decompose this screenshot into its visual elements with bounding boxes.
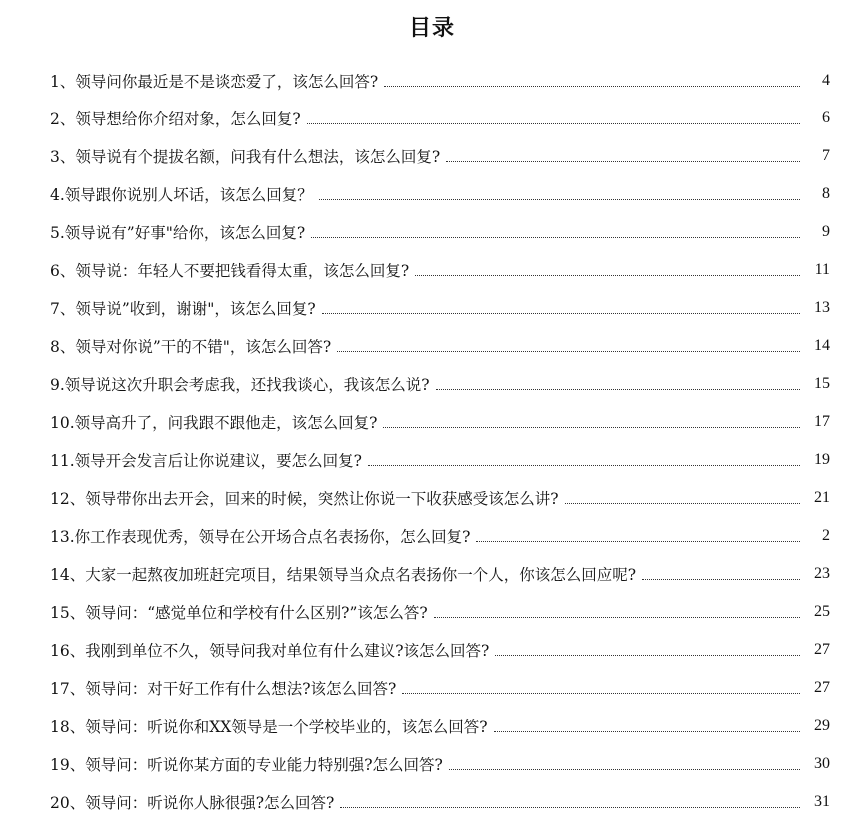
toc-entry-title: 16、我刚到单位不久，领导问我对单位有什么建议?该怎么回答? [50,642,490,660]
toc-entry[interactable] [50,632,830,668]
toc-entry-title: 7、领导说”收到，谢谢"，该怎么回复? [50,300,316,318]
toc-entry[interactable] [50,708,830,744]
toc-entry[interactable] [50,404,830,440]
toc-page-number: 11 [814,261,830,278]
toc-dot-leader [436,389,800,390]
toc-entry[interactable] [50,366,830,402]
toc-page-number: 6 [822,109,830,126]
toc-entry-title: 6、领导说：年轻人不要把钱看得太重，该怎么回复? [50,262,410,280]
toc-page-number: 25 [814,603,830,620]
toc-dot-leader [337,351,800,352]
toc-dot-leader [415,275,800,276]
toc-entry-title: 8、领导对你说”干的不错"，该怎么回答? [50,338,332,356]
toc-page-number: 21 [814,489,830,506]
toc-page-number: 29 [814,717,830,734]
toc-dot-leader [434,617,800,618]
toc-entry-title: 11.领导开会发言后让你说建议，要怎么回复? [50,452,362,470]
toc-page-number: 4 [822,72,830,89]
toc-entry[interactable] [50,670,830,706]
toc-page-number: 30 [814,755,830,772]
toc-entry-title: 20、领导问：听说你人脉很强?怎么回答? [50,794,335,812]
toc-page-number: 13 [814,299,830,316]
toc-dot-leader [476,541,800,542]
toc-page-number: 27 [814,641,830,658]
toc-entry[interactable] [50,480,830,516]
toc-entry-title: 13.你工作表现优秀，领导在公开场合点名表扬你，怎么回复? [50,528,471,546]
toc-dot-leader [319,199,800,200]
toc-entry[interactable] [50,252,830,288]
toc-entry-title: 18、领导问：听说你和XX领导是一个学校毕业的，该怎么回答? [50,718,488,736]
toc-dot-leader [384,86,800,87]
toc-entry[interactable] [50,100,830,136]
toc-entry-title: 3、领导说有个提拔名额，问我有什么想法，该怎么回复? [50,148,441,166]
toc-entry[interactable] [50,63,830,99]
toc-entry[interactable] [50,442,830,478]
toc-page-number: 9 [822,223,830,240]
toc-entry[interactable] [50,518,830,554]
toc-entry-title: 2、领导想给你介绍对象，怎么回复? [50,110,301,128]
toc-dot-leader [449,769,800,770]
toc-dot-leader [311,237,800,238]
toc-dot-leader [340,807,800,808]
toc-page-number: 19 [814,451,830,468]
toc-dot-leader [322,313,800,314]
toc-entry[interactable] [50,328,830,364]
toc-entry[interactable] [50,784,830,820]
toc-entry[interactable] [50,176,830,212]
toc-entry-title: 14、大家一起熬夜加班赶完项目，结果领导当众点名表扬你一个人，你该怎么回应呢? [50,566,637,584]
toc-page-number: 7 [822,147,830,164]
toc-entry[interactable] [50,290,830,326]
toc-entry[interactable] [50,138,830,174]
toc-entry[interactable] [50,556,830,592]
toc-page-number: 23 [814,565,830,582]
toc-page-number: 8 [822,185,830,202]
toc-page-number: 17 [814,413,830,430]
toc-dot-leader [402,693,800,694]
toc-page-number: 2 [822,527,830,544]
toc-entry-title: 10.领导高升了，问我跟不跟他走，该怎么回复? [50,414,378,432]
toc-page-number: 15 [814,375,830,392]
toc-dot-leader [494,731,800,732]
toc-entry-title: 1、领导问你最近是不是谈恋爱了，该怎么回答? [50,73,379,91]
toc-dot-leader [495,655,800,656]
toc-entry-title: 12、领导带你出去开会，回来的时候，突然让你说一下收获感受该怎么讲? [50,490,559,508]
toc-page-number: 31 [814,793,830,810]
toc-page-number: 27 [814,679,830,696]
toc-entry[interactable] [50,594,830,630]
toc-entry[interactable] [50,214,830,250]
toc-entry-title: 4.领导跟你说别人坏话，该怎么回复？ [50,186,313,204]
page-title: 目录 [408,16,455,41]
toc-entry-title: 5.领导说有”好事"给你，该怎么回复? [50,224,306,242]
toc-entry-title: 15、领导问：“感觉单位和学校有什么区别?”该怎么答? [50,604,428,622]
toc-entry-title: 9.领导说这次升职会考虑我，还找我谈心，我该怎么说? [50,376,430,394]
toc-dot-leader [565,503,800,504]
toc-dot-leader [368,465,800,466]
toc-dot-leader [383,427,800,428]
toc-dot-leader [642,579,800,580]
toc-entry-title: 17、领导问：对干好工作有什么想法?该怎么回答? [50,680,397,698]
toc-entry-title: 19、领导问：听说你某方面的专业能力特别强?怎么回答? [50,756,443,774]
toc-dot-leader [446,161,800,162]
toc-page-number: 14 [814,337,830,354]
toc-entry[interactable] [50,746,830,782]
toc-dot-leader [307,123,800,124]
